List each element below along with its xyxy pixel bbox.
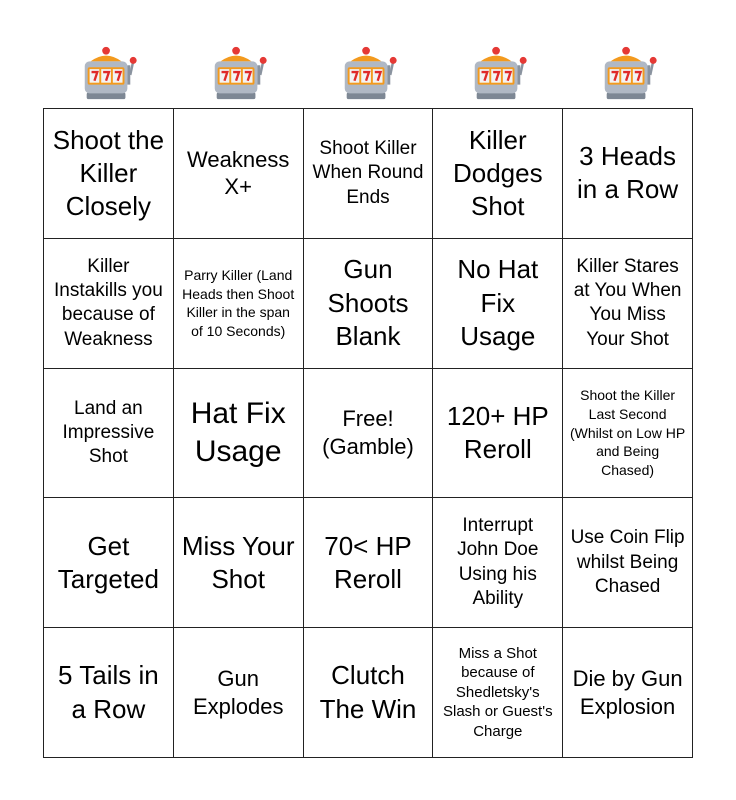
slot-machine-icon (337, 42, 399, 104)
bingo-cell[interactable] (563, 369, 693, 499)
slot-machine-icon (207, 42, 269, 104)
cell-text: Parry Killer (Land Heads then Shoot Killer in the span of 10 Seconds) (182, 266, 295, 339)
cell-text: 5 Tails in a Row (58, 660, 159, 724)
bingo-cell[interactable] (563, 109, 693, 239)
cell-text: Weakness X+ (187, 146, 290, 200)
cell-text: Gun Shoots Blank (327, 254, 409, 351)
bingo-cell[interactable] (174, 369, 304, 499)
cell-text: Free! (Gamble) (322, 406, 414, 459)
bingo-cell[interactable] (433, 239, 563, 369)
bingo-cell[interactable] (44, 628, 174, 758)
cell-text: No Hat Fix Usage (457, 254, 539, 351)
bingo-cell[interactable] (174, 498, 304, 628)
bingo-cell[interactable] (44, 239, 174, 369)
free-space-cell[interactable] (304, 369, 434, 499)
bingo-cell[interactable] (433, 109, 563, 239)
bingo-cell[interactable] (174, 628, 304, 758)
cell-text: Use Coin Flip whilst Being Chased (570, 527, 685, 597)
cell-text: Get Targeted (57, 530, 159, 594)
bingo-board (43, 108, 693, 758)
bingo-cell[interactable] (563, 498, 693, 628)
bingo-cell[interactable] (433, 498, 563, 628)
cell-text: Killer Dodges Shot (452, 124, 543, 222)
bingo-cell[interactable] (433, 369, 563, 499)
bingo-cell[interactable] (563, 628, 693, 758)
bingo-cell[interactable] (304, 498, 434, 628)
cell-text: Gun Explodes (192, 666, 284, 719)
cell-text: Killer Instakills you because of Weakness (54, 255, 163, 350)
cell-text: Miss Your Shot (181, 530, 295, 594)
slot-machine-icon (597, 42, 659, 104)
cell-text: Miss a Shot because of Shedletsky's Slash or Guest's Charge (443, 644, 553, 740)
bingo-cell[interactable] (174, 109, 304, 239)
bingo-cell[interactable] (44, 498, 174, 628)
bingo-cell[interactable] (563, 239, 693, 369)
slot-machine-icon (77, 42, 139, 104)
cell-text: Interrupt John Doe Using his Ability (457, 515, 539, 610)
cell-text: 3 Heads in a Row (577, 141, 679, 205)
cell-text: Killer Stares at You When You Miss Your Shot (573, 255, 682, 350)
cell-text: Clutch The Win (319, 660, 417, 724)
column-header-5 (563, 40, 693, 106)
cell-text: Hat Fix Usage (190, 396, 286, 468)
cell-text: Land an Impressive Shot (62, 397, 155, 468)
bingo-cell[interactable] (44, 109, 174, 239)
cell-text: 70< HP Reroll (324, 530, 412, 594)
slot-machine-icon (467, 42, 529, 104)
cell-text: Shoot Killer When Round Ends (312, 137, 424, 208)
column-header-3 (303, 40, 433, 106)
cell-text: Die by Gun Explosion (572, 666, 683, 719)
bingo-cell[interactable] (304, 628, 434, 758)
cell-text: Shoot the Killer Last Second (Whilst on Low HP and Being Chased) (570, 387, 686, 478)
bingo-cell[interactable] (304, 109, 434, 239)
column-header-1 (43, 40, 173, 106)
bingo-cell[interactable] (174, 239, 304, 369)
bingo-cell[interactable] (44, 369, 174, 499)
cell-text: 120+ HP Reroll (446, 400, 549, 464)
cell-text: Shoot the Killer Closely (52, 124, 165, 222)
column-header-2 (173, 40, 303, 106)
bingo-cell[interactable] (433, 628, 563, 758)
column-header-4 (433, 40, 563, 106)
header-row (43, 40, 693, 106)
bingo-cell[interactable] (304, 239, 434, 369)
